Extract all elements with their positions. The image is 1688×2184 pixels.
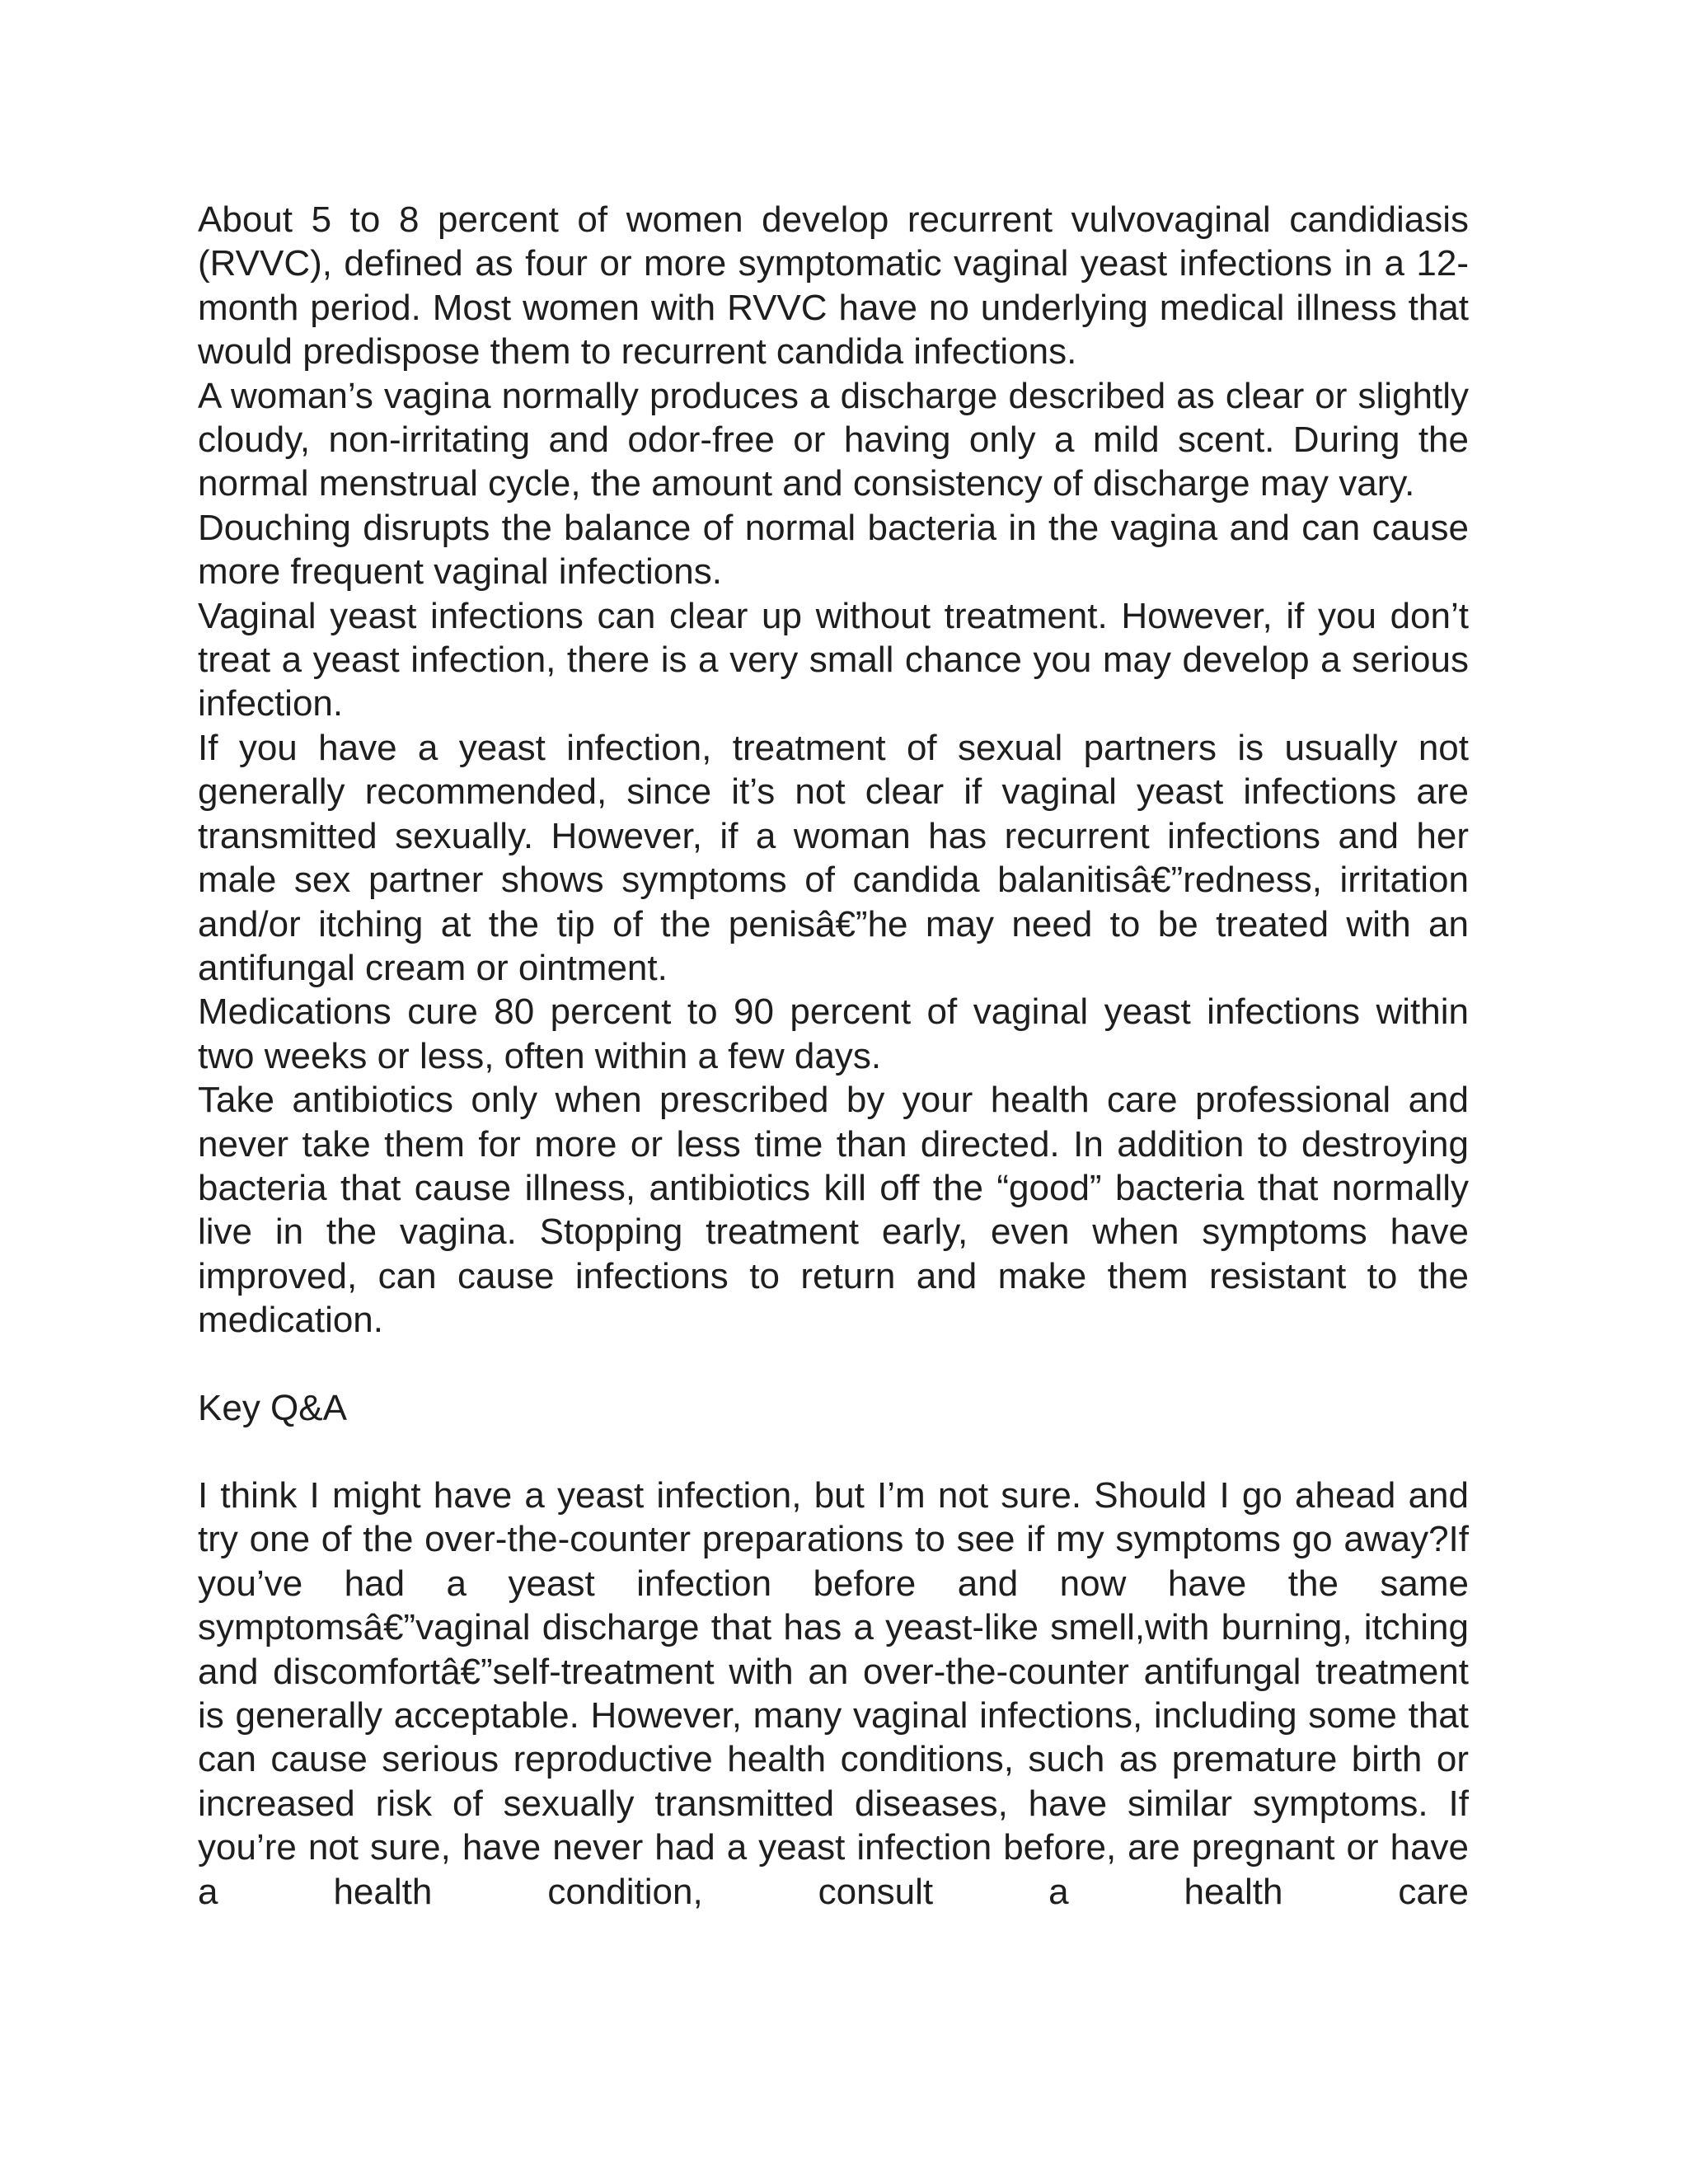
section-heading-key-qa: Key Q&A xyxy=(198,1387,347,1428)
paragraph-sexual-partners: If you have a yeast infection, treatment of sexual partners is usually not generally recommended, since it’s not clear if vaginal yeast infections are transmitted sexually. However, if a woman has recurrent infections and her male sex partner shows symptoms of candida balanitisâ€”redness, irritation and/or itching at the tip of the penisâ€”he may need to be treated with an antifungal cream or ointment. xyxy=(198,727,1469,988)
paragraph-medications: Medications cure 80 percent to 90 percent of vaginal yeast infections within two weeks or less, often within a few days. xyxy=(198,991,1469,1076)
paragraph-douching: Douching disrupts the balance of normal bacteria in the vagina and can cause more frequent vaginal infections. xyxy=(198,507,1469,593)
paragraph-qa-self-treatment: I think I might have a yeast infection, but I’m not sure. Should I go ahead and try one of the over-the-counter preparations to see if my symptoms go away?If you’ve had a yeast infection before and now have the same symptomsâ€”vaginal discharge that has a yeast-like smell,with burning, itching and discomfortâ€”self-treatment with an over-the-counter antifungal treatment is generally acceptable. However, many vaginal infections, including some that can cause serious reproductive health conditions, such as premature birth or increased risk of sexually transmitted diseases, have similar symptoms. If you’re not sure, have never had a yeast infection before, are pregnant or have a health condition, consult a health care xyxy=(198,1474,1469,1912)
document-body xyxy=(198,198,1469,1914)
paragraph-normal-discharge: A woman’s vagina normally produces a discharge described as clear or slightly cloudy, non-irritating and odor-free or having only a mild scent. During the normal menstrual cycle, the amount and consistency of discharge may vary. xyxy=(198,375,1469,504)
paragraph-without-treatment: Vaginal yeast infections can clear up without treatment. However, if you don’t treat a yeast infection, there is a very small chance you may develop a serious infection. xyxy=(198,595,1469,724)
paragraph-antibiotics: Take antibiotics only when prescribed by your health care professional and never take them for more or less time than directed. In addition to destroying bacteria that cause illness, antibiotics kill off the “good” bacteria that normally live in the vagina. Stopping treatment early, even when symptoms have improved, can cause infections to return and make them resistant to the medication. xyxy=(198,1080,1469,1341)
paragraph-rvvc: About 5 to 8 percent of women develop recurrent vulvovaginal candidiasis (RVVC), defined as four or more symptomatic vaginal yeast infections in a 12-month period. Most women with RVVC have no underlying medical illness that would predispose them to recurrent candida infections. xyxy=(198,199,1469,373)
